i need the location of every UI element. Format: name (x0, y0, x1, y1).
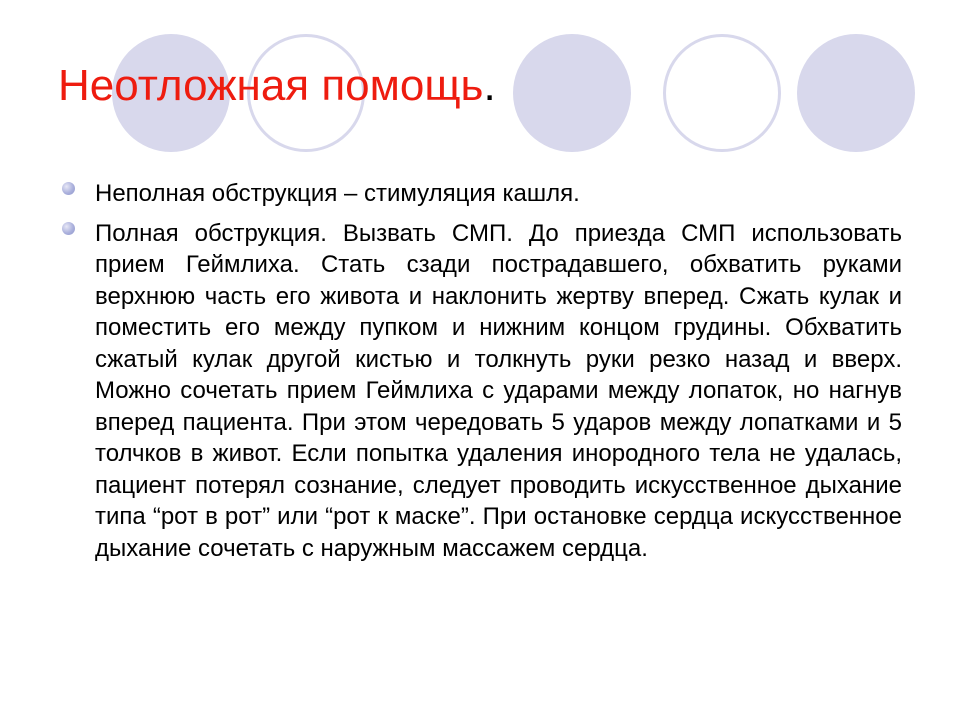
slide-title-punct: . (483, 61, 496, 110)
bullet-item (62, 218, 902, 565)
slide-title (58, 62, 496, 110)
decorative-circle-4 (663, 34, 781, 152)
bullet-text: Полная обструкция. Вызвать СМП. До приезда СМП использовать прием Геймлиха. Стать сзади пострадавшего, обхватить руками верхнюю часть его живота и наклонить жертву вперед. Сжать кулак и поместить его между пупком и нижним концом грудины. Обхватить сжатый кулак другой кистью и толкнуть руки резко назад и вверх. Можно сочетать прием Геймлиха с ударами между лопаток, но нагнув вперед пациента. При этом чередовать 5 ударов между лопатками и 5 толчков в живот. Если попытка удаления инородного тела не удалась, пациент потерял сознание, следует проводить искусственное дыхание типа “рот в рот” или “рот к маске”. При остановке сердца искусственное дыхание сочетать с наружным массажем сердца. (95, 219, 902, 562)
bullet-icon (62, 222, 75, 235)
slide-title-text: Неотложная помощь (58, 61, 484, 110)
decorative-circle-5 (797, 34, 915, 152)
bullet-item (62, 178, 902, 210)
bullet-list (62, 178, 902, 572)
decorative-circle-3 (513, 34, 631, 152)
bullet-text: Неполная обструкция – стимуляция кашля. (95, 180, 580, 207)
bullet-icon (62, 182, 75, 195)
